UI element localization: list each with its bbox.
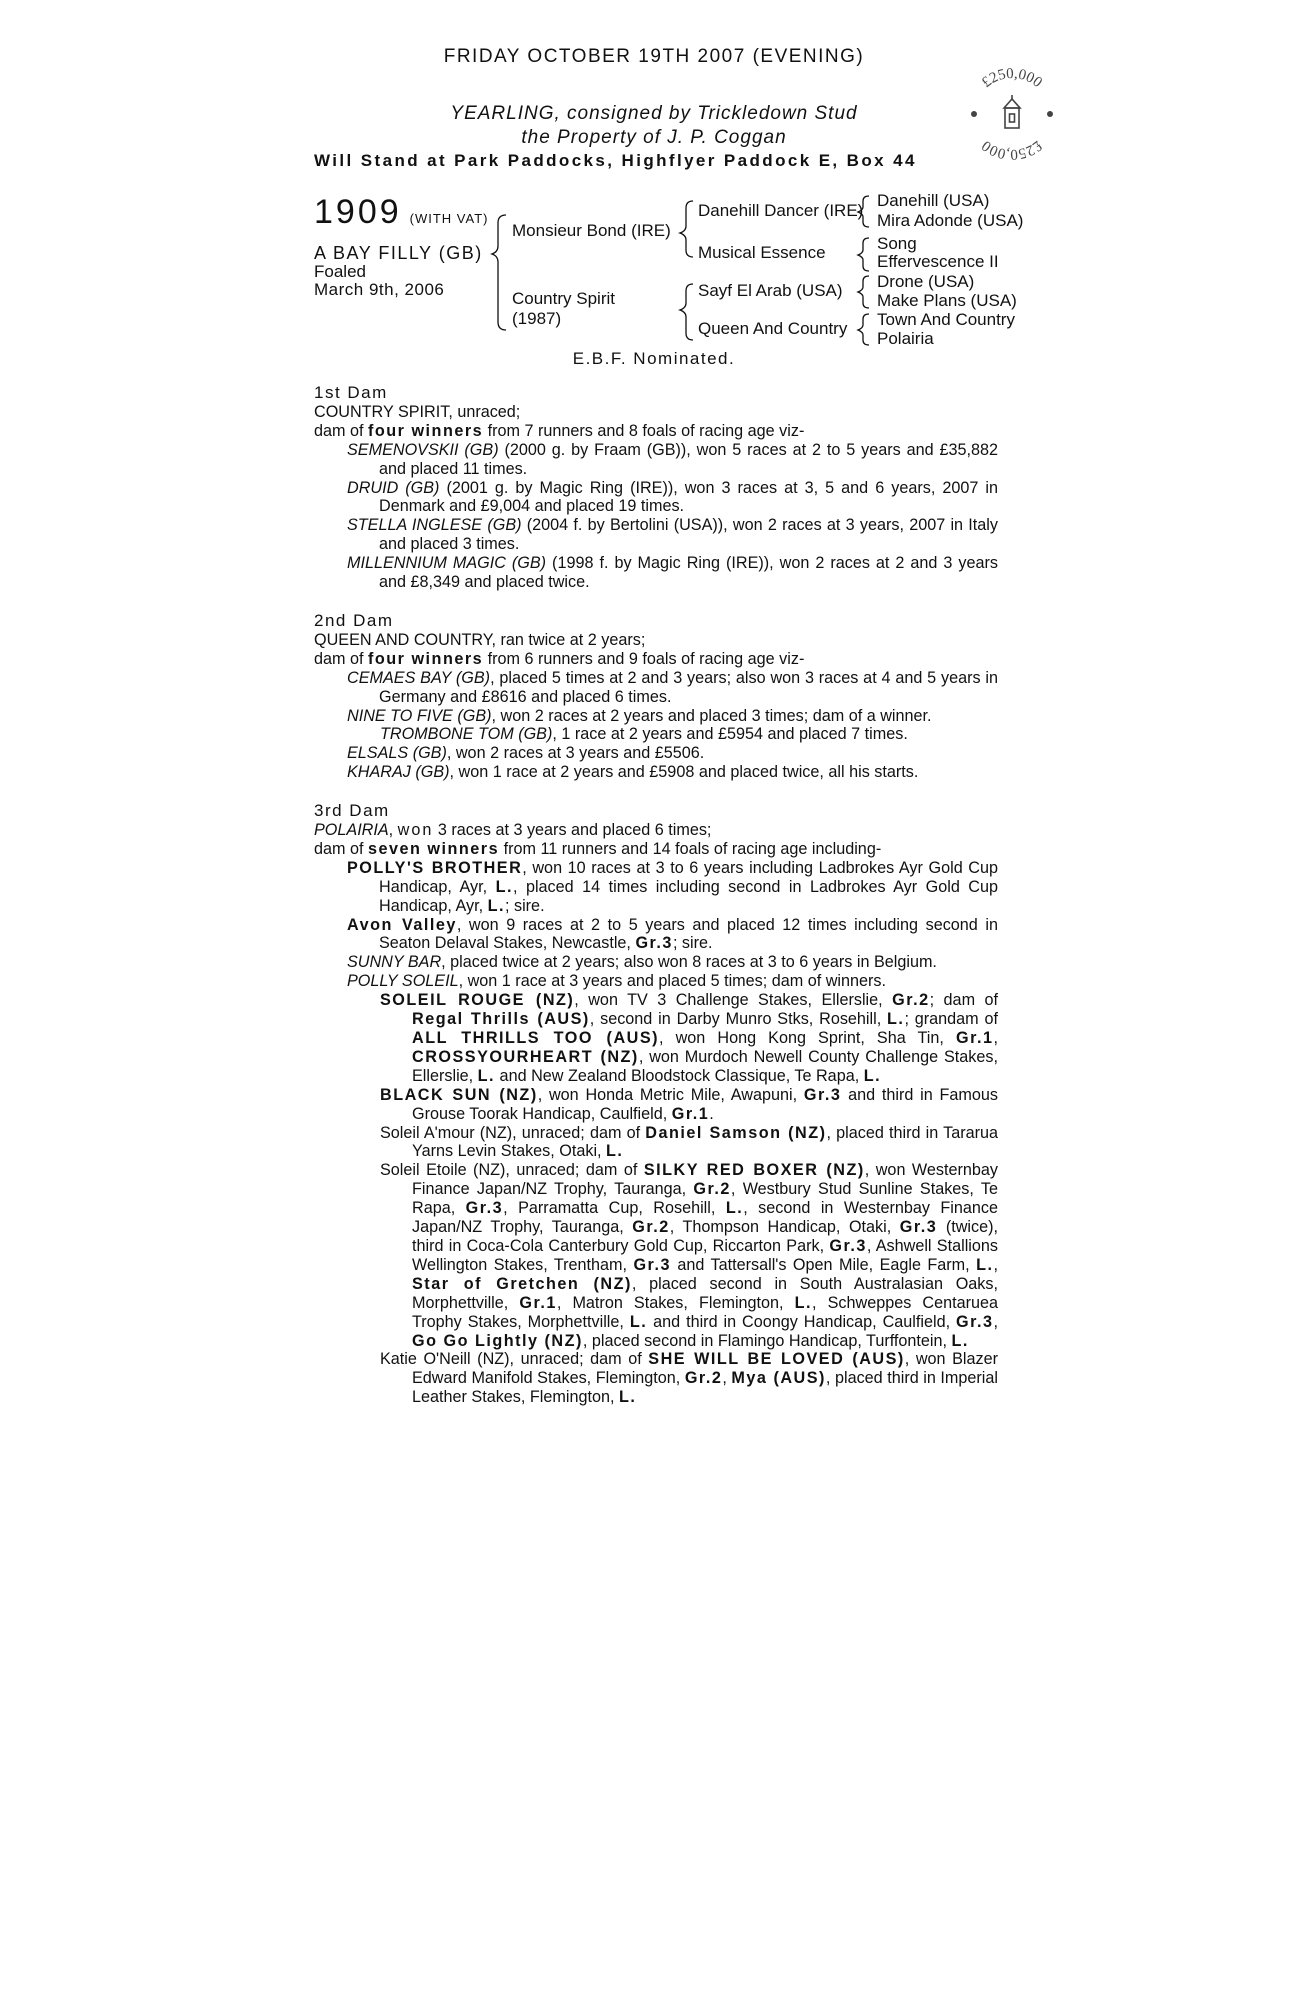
seal-price-bottom: £250,000: [979, 136, 1045, 163]
pedigree-sire-dam: Musical Essence: [698, 243, 826, 262]
produce-entry: DRUID (GB) (2001 g. by Magic Ring (IRE)), won 3 races at 3, 5 and 6 years, 2007 in Denmark and £9,004 and placed 19 times.: [347, 478, 998, 516]
pedigree-g1: Danehill (USA): [877, 191, 990, 210]
property-line: the Property of J. P. Coggan: [521, 127, 787, 148]
pedigree-g5: Drone (USA): [877, 272, 975, 291]
produce-entry: CEMAES BAY (GB), placed 5 times at 2 and 3 years; also won 3 races at 4 and 5 years in Germany and £8616 and placed 6 times.: [347, 668, 998, 706]
consignment-line: YEARLING, consigned by Trickledown Stud: [450, 103, 858, 124]
stand-location: Will Stand at Park Paddocks, Highflyer Paddock E, Box 44: [314, 151, 917, 170]
pedigree-dam: Country Spirit: [512, 289, 615, 308]
first-dam-summary: dam of four winners from 7 runners and 8 foals of racing age viz-: [314, 421, 805, 440]
pedigree-g6: Make Plans (USA): [877, 291, 1017, 310]
first-dam-section: [314, 384, 998, 592]
first-dam-heading: 1st Dam: [314, 383, 388, 402]
descendant-entry: BLACK SUN (NZ), won Honda Metric Mile, Awapuni, Gr.3 and third in Famous Grouse Toorak Handicap, Caulfield, Gr.1.: [380, 1085, 998, 1123]
produce-entry: MILLENNIUM MAGIC (GB) (1998 f. by Magic Ring (IRE)), won 2 races at 2 and 3 years and £8,349 and placed twice.: [347, 554, 998, 592]
pedigree-g2: Mira Adonde (USA): [877, 211, 1024, 230]
produce-entry: SUNNY BAR, placed twice at 2 years; also won 8 races at 3 to 6 years in Belgium.: [347, 953, 937, 972]
produce-record: [314, 384, 998, 1407]
pedigree-g8: Polairia: [877, 329, 934, 348]
produce-entry: NINE TO FIVE (GB), won 2 races at 2 years and placed 3 times; dam of a winner.: [347, 706, 932, 725]
second-dam-section: [314, 612, 998, 782]
pedigree-sire: Monsieur Bond (IRE): [512, 221, 671, 240]
sale-date: FRIDAY OCTOBER 19TH 2007 (EVENING): [443, 46, 865, 67]
pedigree-dam-sire: Sayf El Arab (USA): [698, 281, 843, 300]
produce-entry: POLLY SOLEIL, won 1 race at 3 years and placed 5 times; dam of winners.: [347, 972, 886, 991]
pedigree-dam-year: (1987): [512, 309, 562, 328]
pedigree-g7: Town And Country: [877, 310, 1015, 329]
descendant-entry: SOLEIL ROUGE (NZ), won TV 3 Challenge Stakes, Ellerslie, Gr.2; dam of Regal Thrills (AUS), second in Darby Munro Stks, Rosehill, L.; grandam of ALL THRILLS TOO (AUS), won Hong Kong Sprint, Sha Tin, Gr.1, CROSSYOURHEART (NZ), won Murdoch Newell County Challenge Stakes, Ellerslie, L. and New Zealand Bloodstock Classique, Te Rapa, L.: [380, 991, 999, 1085]
second-dam-summary: dam of four winners from 6 runners and 9 foals of racing age viz-: [314, 649, 805, 668]
descendant-entry: Soleil Etoile (NZ), unraced; dam of SILKY RED BOXER (NZ), won Westernbay Finance Japan/NZ Trophy, Tauranga, Gr.2, Westbury Stud Sunline Stakes, Te Rapa, Gr.3, Parramatta Cup, Rosehill, L., second in Westernbay Finance Japan/NZ Trophy, Tauranga, Gr.2, Thompson Handicap, Otaki, Gr.3 (twice), third in Coca-Cola Canterbury Gold Cup, Riccarton Park, Gr.3, Ashwell Stallions Wellington Stakes, Trentham, Gr.3 and Tattersall's Open Mile, Eagle Farm, L., Star of Gretchen (NZ), placed second in South Australasian Oaks, Morphettville, Gr.1, Matron Stakes, Flemington, L., Schweppes Centaruea Trophy Stakes, Morphettville, L. and third in Coongy Handicap, Caulfield, Gr.3, Go Go Lightly (NZ), placed second in Flamingo Handicap, Turffontein, L.: [380, 1161, 999, 1350]
produce-entry: Avon Valley, won 9 races at 2 to 5 years and placed 12 times including second in Seaton Delaval Stakes, Newcastle, Gr.3; sire.: [347, 915, 998, 953]
lot-number: 1909: [314, 193, 402, 231]
pedigree-dam-dam: Queen And Country: [698, 319, 848, 338]
produce-entry: POLLY'S BROTHER, won 10 races at 3 to 6 years including Ladbrokes Ayr Gold Cup Handicap, Ayr, L., placed 14 times including second in Ladbrokes Ayr Gold Cup Handicap, Ayr, L.; sire.: [347, 858, 999, 915]
ebf-nomination: E.B.F. Nominated.: [572, 349, 736, 368]
seal-price-top: £250,000: [979, 65, 1045, 92]
descendant-entry: Soleil A'mour (NZ), unraced; dam of Daniel Samson (NZ), placed third in Tararua Yarns Levin Stakes, Otaki, L.: [380, 1123, 999, 1161]
foaled-label: Foaled: [314, 262, 366, 281]
vat-note: (WITH VAT): [409, 211, 489, 226]
third-dam-summary: dam of seven winners from 11 runners and 14 foals of racing age including-: [314, 839, 882, 858]
pedigree-brackets: [0, 0, 1308, 360]
pedigree-sire-sire: Danehill Dancer (IRE): [698, 201, 864, 220]
produce-entry: ELSALS (GB), won 2 races at 3 years and £5506.: [347, 744, 705, 763]
produce-entry: STELLA INGLESE (GB) (2004 f. by Bertolini (USA)), won 2 races at 3 years, 2007 in Italy and placed 3 times.: [347, 516, 998, 554]
produce-entry: KHARAJ (GB), won 1 race at 2 years and £5908 and placed twice, all his starts.: [347, 763, 919, 782]
third-dam-section: [314, 802, 998, 1407]
horse-name: A BAY FILLY (GB): [314, 243, 483, 263]
produce-entry: TROMBONE TOM (GB), 1 race at 2 years and £5954 and placed 7 times.: [380, 725, 908, 744]
pedigree-g3: Song: [877, 234, 917, 253]
second-dam-name: QUEEN AND COUNTRY, ran twice at 2 years;: [314, 630, 646, 649]
second-dam-heading: 2nd Dam: [314, 610, 394, 630]
third-dam-name: POLAIRIA, won 3 races at 3 years and placed 6 times;: [314, 821, 712, 840]
produce-entry: SEMENOVSKII (GB) (2000 g. by Fraam (GB)), won 5 races at 2 to 5 years and £35,882 and placed 11 times.: [347, 440, 998, 478]
pedigree-g4: Effervescence II: [877, 252, 999, 271]
foaled-date: March 9th, 2006: [314, 280, 445, 299]
first-dam-name: COUNTRY SPIRIT, unraced;: [314, 402, 521, 421]
descendant-entry: Katie O'Neill (NZ), unraced; dam of SHE WILL BE LOVED (AUS), won Blazer Edward Manifold Stakes, Flemington, Gr.2, Mya (AUS), placed third in Imperial Leather Stakes, Flemington, L.: [380, 1350, 998, 1407]
third-dam-heading: 3rd Dam: [314, 801, 390, 821]
